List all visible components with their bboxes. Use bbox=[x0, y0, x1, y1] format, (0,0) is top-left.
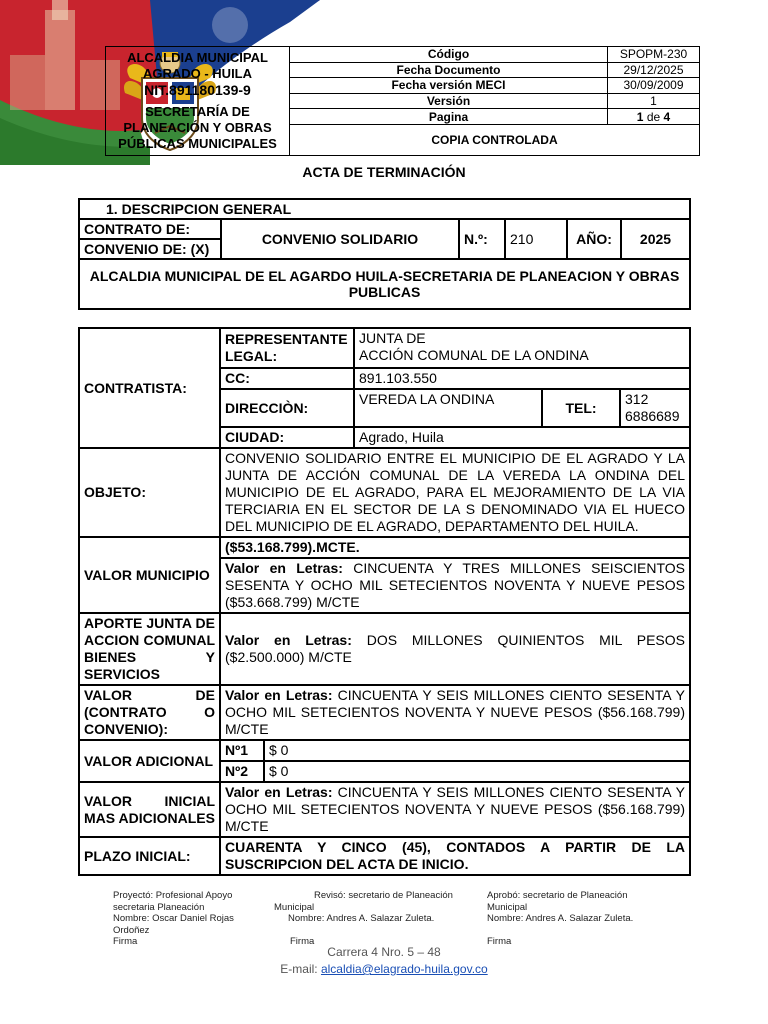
pagina-de: de bbox=[646, 109, 661, 124]
adicional1-label: Nº1 bbox=[220, 740, 264, 761]
codigo-label: Código bbox=[290, 47, 608, 63]
direccion-value: VEREDA LA ONDINA bbox=[354, 389, 542, 427]
valor-letras-label: Valor en Letras: bbox=[225, 687, 333, 703]
reviso-line2: Municipal bbox=[274, 901, 315, 913]
valor-municipio-label: VALOR MUNICIPIO bbox=[79, 537, 220, 613]
footer-aprobo bbox=[487, 890, 667, 947]
valor-municipio-words bbox=[220, 558, 690, 613]
aporte-label: APORTE JUNTA DE ACCION COMUNAL BIENES Y SERVICIOS bbox=[79, 613, 220, 685]
adicional2-label: Nº2 bbox=[220, 761, 264, 782]
org-block bbox=[106, 47, 290, 156]
version-label: Versión bbox=[290, 93, 608, 109]
objeto-value: CONVENIO SOLIDARIO ENTRE EL MUNICIPIO DE EL AGRADO Y LA JUNTA DE ACCIÓN COMUNAL DE LA VEREDA LA ONDINA DEL MUNICIPIO DE EL AGRADO, PARA EL MEJORAMIENTO DE LA VIA TERCIARIA EN EL SECTOR DE LA S DENOMINADO VIA EL HUECO DEL MUNICIPIO DE EL AGRADO, DEPARTAMENTO DEL HUILA. bbox=[220, 448, 690, 537]
reviso-line3: Nombre: Andres A. Salazar Zuleta. bbox=[288, 913, 435, 924]
pagina-label: Pagina bbox=[290, 109, 608, 125]
valor-contrato-words bbox=[220, 685, 690, 740]
valor-letras-label: Valor en Letras: bbox=[225, 560, 343, 576]
tel-label: TEL: bbox=[542, 389, 620, 427]
reviso-firma: Firma bbox=[290, 935, 315, 947]
aporte-words bbox=[220, 613, 690, 685]
aprobo-line3: Nombre: Andres A. Salazar Zuleta. bbox=[487, 913, 634, 924]
representante-line2: ACCIÓN COMUNAL DE LA ONDINA bbox=[359, 347, 589, 363]
section-heading bbox=[79, 199, 690, 219]
email-link[interactable]: alcaldia@elagrado-huila.gov.co bbox=[320, 962, 488, 976]
valor-municipio-number: ($53.168.799).MCTE. bbox=[220, 537, 690, 558]
fecha-meci-value: 30/09/2009 bbox=[608, 78, 700, 94]
valor-letras-label: Valor en Letras: bbox=[225, 632, 352, 648]
number-value: 210 bbox=[505, 219, 567, 259]
fecha-doc-label: Fecha Documento bbox=[290, 62, 608, 78]
number-label: N.º: bbox=[459, 219, 505, 259]
direccion-label: DIRECCIÒN: bbox=[220, 389, 354, 427]
section-number: 1. bbox=[106, 201, 118, 217]
representante-value bbox=[354, 328, 690, 368]
year-value: 2025 bbox=[621, 219, 690, 259]
objeto-label: OBJETO: bbox=[79, 448, 220, 537]
dept-line3: PÚBLICAS MUNICIPALES bbox=[118, 136, 277, 151]
tel-line2: 6886689 bbox=[625, 408, 680, 424]
pagina-num: 1 bbox=[636, 109, 644, 124]
footer-reviso bbox=[274, 890, 474, 947]
plazo-value: CUARENTA Y CINCO (45), CONTADOS A PARTIR DE LA SUSCRIPCION DEL ACTA DE INICIO. bbox=[220, 837, 690, 875]
valor-contrato-label: VALOR DE (CONTRATO O CONVENIO): bbox=[79, 685, 220, 740]
ciudad-value: Agrado, Huila bbox=[354, 427, 690, 448]
proyecto-line4: Ordoñez bbox=[113, 924, 150, 936]
convenio-label: CONVENIO DE: (X) bbox=[79, 239, 221, 259]
aprobo-line1: Aprobó: secretario de Planeación bbox=[487, 890, 628, 901]
year-label: AÑO: bbox=[567, 219, 621, 259]
document-header-table bbox=[105, 46, 700, 156]
footer-address: Carrera 4 Nro. 5 – 48 bbox=[327, 945, 441, 959]
entity-name: ALCALDIA MUNICIPAL DE EL AGARDO HUILA-SECRETARIA DE PLANEACION Y OBRAS PUBLICAS bbox=[79, 259, 690, 309]
org-line1: ALCALDIA MUNICIPAL bbox=[127, 50, 268, 65]
representante-label: REPRESENTANTE LEGAL: bbox=[220, 328, 354, 368]
plazo-label: PLAZO INICIAL: bbox=[79, 837, 220, 875]
email-label: E-mail: bbox=[280, 962, 318, 976]
org-line2: AGRADO - HUILA bbox=[142, 66, 253, 81]
valor-inicial-label: VALOR INICIAL MAS ADICIONALES bbox=[79, 782, 220, 837]
footer-email-line bbox=[0, 962, 768, 976]
ciudad-label: CIUDAD: bbox=[220, 427, 354, 448]
pagina-value bbox=[608, 109, 700, 125]
proyecto-line3: Nombre: Oscar Daniel Rojas bbox=[113, 913, 234, 924]
version-value: 1 bbox=[608, 93, 700, 109]
fecha-doc-value: 29/12/2025 bbox=[608, 62, 700, 78]
valor-municipio-letras: CINCUENTA Y TRES MILLONES SEISCIENTOS SESENTA Y OCHO MIL SETECIENTOS NOVENTA Y NUEVE PESOS ($53.668.799) M/CTE bbox=[225, 560, 686, 610]
contratista-label: CONTRATISTA: bbox=[79, 328, 220, 448]
pagina-total: 4 bbox=[663, 109, 671, 124]
adicional1-value: $ 0 bbox=[264, 740, 690, 761]
dept-line2: PLANEACIÓN Y OBRAS bbox=[123, 120, 272, 135]
fecha-meci-label: Fecha versión MECI bbox=[290, 78, 608, 94]
codigo-value: SPOPM-230 bbox=[608, 47, 700, 63]
proyecto-line2: secretaria Planeación bbox=[113, 901, 205, 913]
representante-line1: JUNTA DE bbox=[359, 330, 426, 346]
proyecto-line1: Proyectó: Profesional Apoyo bbox=[113, 890, 233, 901]
copia-controlada: COPIA CONTROLADA bbox=[290, 124, 700, 155]
aporte-letras: DOS MILLONES QUINIENTOS MIL PESOS ($2.500.000) M/CTE bbox=[225, 632, 686, 665]
contrato-label: CONTRATO DE: bbox=[79, 219, 221, 239]
contract-details-table bbox=[78, 327, 691, 876]
valor-inicial-letras: CINCUENTA Y SEIS MILLONES CIENTO SESENTA Y OCHO MIL SETECIENTOS NOVENTA Y NUEVE PESOS ($56.168.799) M/CTE bbox=[225, 784, 685, 834]
tel-value bbox=[620, 389, 690, 427]
reviso-line1: Revisó: secretario de Planeación bbox=[314, 890, 453, 901]
adicional2-value: $ 0 bbox=[264, 761, 690, 782]
proyecto-firma: Firma bbox=[113, 936, 138, 947]
valor-letras-label: Valor en Letras: bbox=[225, 784, 333, 800]
org-nit: NIT.891180139-9 bbox=[144, 82, 251, 98]
aprobo-firma: Firma bbox=[487, 935, 512, 947]
contract-type: CONVENIO SOLIDARIO bbox=[221, 219, 459, 259]
document-title: ACTA DE TERMINACIÓN bbox=[302, 164, 466, 180]
aprobo-line2: Municipal bbox=[487, 901, 528, 913]
valor-inicial-words bbox=[220, 782, 690, 837]
valor-adicional-label: VALOR ADICIONAL bbox=[79, 740, 220, 782]
valor-contrato-letras: CINCUENTA Y SEIS MILLONES CIENTO SESENTA Y OCHO MIL SETECIENTOS NOVENTA Y NUEVE PESOS ($56.168.799) M/CTE bbox=[225, 687, 685, 737]
dept-line1: SECRETARÍA DE bbox=[145, 104, 250, 119]
tel-line1: 312 bbox=[625, 391, 649, 407]
footer-proyecto bbox=[113, 890, 263, 948]
cc-value: 891.103.550 bbox=[354, 368, 690, 389]
section-heading-text: DESCRIPCION GENERAL bbox=[121, 201, 292, 217]
general-description-table bbox=[78, 198, 691, 310]
cc-label: CC: bbox=[220, 368, 354, 389]
